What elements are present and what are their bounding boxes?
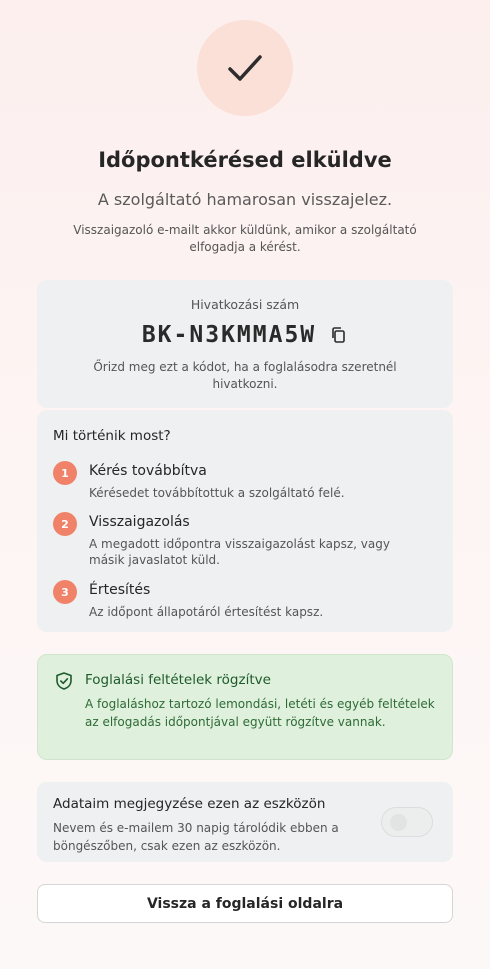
step-number: 2 (53, 512, 77, 536)
shield-check-icon (54, 671, 74, 691)
remember-description: Nevem és e-mailem 30 napig tárolódik ebben a böngészőben, csak ezen az eszközön. (53, 821, 339, 853)
toggle-knob (390, 814, 407, 831)
reference-hint: Őrizd meg ezt a kódot, ha a foglalásodra szeretnél hivatkozni. (93, 360, 397, 391)
step-number: 1 (53, 461, 77, 485)
reference-label: Hivatkozási szám (190, 297, 300, 312)
email-note: Visszaigazoló e-mailt akkor küldünk, amikor a szolgáltató elfogadja a kérést. (73, 223, 417, 254)
reference-code: BK-N3KMMA5W (141, 322, 317, 348)
reference-card (37, 280, 453, 408)
next-steps-card (37, 410, 453, 632)
step-description: A megadott időpontra visszaigazolást kapsz, vagy másik javaslatot küld. (89, 537, 390, 567)
step-description: Kérésedet továbbítottuk a szolgáltató felé. (89, 486, 345, 500)
page-subtitle: A szolgáltató hamarosan visszajelez. (97, 190, 393, 209)
terms-notice (37, 654, 453, 760)
step-title: Értesítés (89, 582, 151, 598)
step-description: Az időpont állapotáról értesítést kapsz. (89, 605, 324, 619)
step-title: Visszaigazolás (89, 514, 190, 530)
back-to-booking-button[interactable]: Vissza a foglalási oldalra (37, 884, 453, 923)
checkmark-icon (225, 48, 265, 88)
page-title: Időpontkérésed elküldve (98, 148, 392, 172)
step-title: Kérés továbbítva (89, 463, 207, 479)
remember-toggle[interactable] (381, 807, 433, 837)
terms-title: Foglalási feltételek rögzítve (85, 672, 271, 688)
success-badge (197, 20, 293, 116)
reference-row (37, 322, 453, 348)
remember-me-card (37, 782, 453, 862)
next-steps-title: Mi történik most? (53, 428, 171, 444)
copy-icon[interactable] (330, 326, 348, 344)
remember-title: Adataim megjegyzése ezen az eszközön (53, 796, 326, 812)
step-number: 3 (53, 580, 77, 604)
terms-description: A foglaláshoz tartozó lemondási, letéti és egyéb feltételek az elfogadás időpontjával együtt rögzítve vannak. (85, 697, 435, 729)
